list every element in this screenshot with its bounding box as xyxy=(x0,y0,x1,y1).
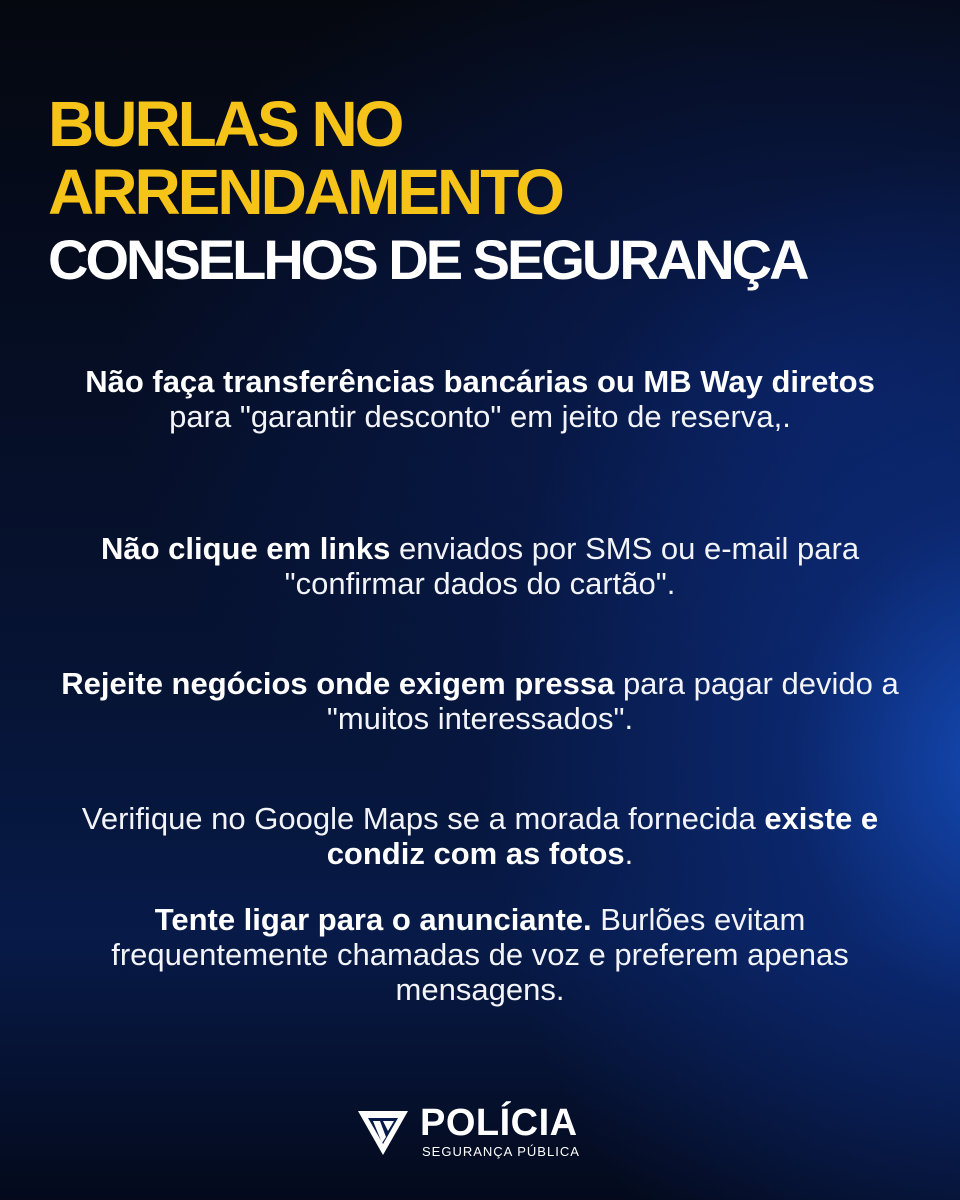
logo-subtitle: SEGURANÇA PÚBLICA xyxy=(422,1144,580,1159)
title-line-2: ARRENDAMENTO xyxy=(48,156,562,228)
tip-call-advertiser xyxy=(60,902,900,1007)
page-title xyxy=(48,88,807,291)
tip-bold-text: Não faça transferências bancárias ou MB Way diretos xyxy=(85,364,875,399)
title-line-1: BURLAS NO xyxy=(48,88,402,160)
tip-pressure xyxy=(60,666,900,736)
psp-emblem-icon xyxy=(356,1107,410,1157)
tip-bold-text: Tente ligar para o anunciante. xyxy=(154,902,592,937)
tip-bold-text: existe e condiz com as fotos xyxy=(326,801,879,871)
tip-text: Verifique no Google Maps se a morada fornecida xyxy=(81,801,765,836)
psp-logo xyxy=(356,1104,580,1159)
tip-links xyxy=(60,531,900,601)
tip-text: para "garantir desconto" em jeito de reserva,. xyxy=(169,399,791,434)
tip-bold-text: Não clique em links xyxy=(100,531,391,566)
tip-text: enviados por SMS ou e-mail para "confirmar dados do cartão". xyxy=(284,531,860,601)
tip-text-end: . xyxy=(624,836,634,871)
logo-name: POLÍCIA xyxy=(420,1102,578,1144)
tip-google-maps xyxy=(60,801,900,871)
tip-text: Burlões evitam frequentemente chamadas de voz e preferem apenas mensagens. xyxy=(111,902,849,1007)
tip-bold-text: Rejeite negócios onde exigem pressa xyxy=(61,666,615,701)
tip-text: para pagar devido a "muitos interessados". xyxy=(326,666,899,736)
subtitle: CONSELHOS DE SEGURANÇA xyxy=(48,228,807,291)
tip-bank-transfers xyxy=(60,364,900,434)
logo-text xyxy=(420,1104,580,1159)
